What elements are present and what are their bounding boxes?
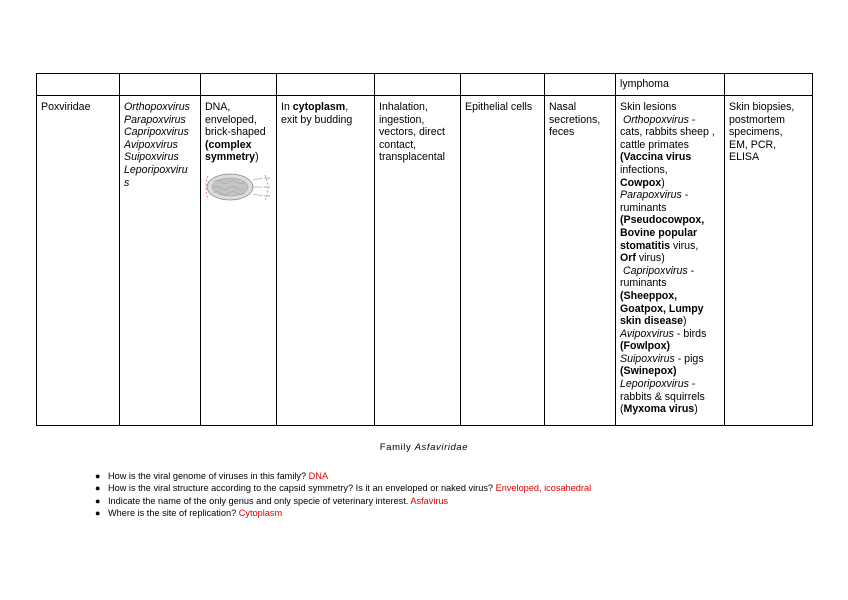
virus-name: stomatitis [620, 239, 671, 252]
question-item [95, 482, 591, 494]
paren: ( [620, 365, 624, 378]
answer-text: Enveloped, icosahedral [495, 483, 592, 494]
disease-line: rabbits & squirrels [620, 390, 705, 403]
table-cell [725, 74, 813, 96]
paren: ) [694, 403, 698, 416]
table-cell [37, 74, 120, 96]
question-item [95, 470, 591, 482]
bullet-icon: ● [95, 471, 101, 481]
transmission-text: ingestion, [379, 113, 425, 126]
virus-name: Cowpox [620, 176, 662, 189]
text: - [687, 264, 695, 277]
disease-line: (Pseudocowpox, [620, 214, 705, 227]
cytoplasm-word: cytoplasm [292, 101, 346, 113]
bullet-icon: ● [95, 508, 101, 519]
disease-line [620, 240, 721, 253]
question-text: Indicate the name of the only genus and only specie of veterinary interest. [108, 495, 411, 506]
paren: ( [205, 138, 209, 151]
diagnosis-text: specimens, [729, 126, 783, 139]
replication-site [281, 101, 371, 114]
genus: Capripoxvirus [622, 264, 688, 277]
disease-line [620, 328, 721, 341]
disease-cell [616, 96, 725, 426]
text: - [681, 189, 689, 202]
virus-name: Vaccina virus [623, 151, 692, 164]
transmission-text: contact, [379, 138, 417, 151]
table-cell [120, 74, 201, 96]
disease-line: cats, rabbits sheep , [620, 126, 715, 139]
table-cell [277, 74, 375, 96]
structure-cell [201, 96, 277, 426]
disease-line: Skin lesions [620, 101, 677, 113]
bullet-icon: ● [95, 495, 101, 506]
paren: ) [666, 340, 671, 353]
structure-text: brick-shaped [205, 126, 266, 139]
disease-line: cattle primates [620, 138, 689, 151]
shedding-text: secretions, [549, 113, 601, 126]
transmission-cell [375, 96, 461, 426]
replication-exit: exit by budding [281, 113, 353, 126]
virus-name: Orf [620, 252, 636, 265]
genus-name-wrap: s [124, 176, 130, 189]
caption-family-name: Asfaviridae [414, 442, 469, 453]
genus-name: Orthopoxvirus [124, 101, 190, 113]
genera-cell [120, 96, 201, 426]
text: ) [661, 176, 665, 189]
poxviridae-table [36, 73, 813, 426]
disease-line [620, 114, 721, 127]
poxvirus-virion-illustration [205, 168, 273, 208]
disease-line: infections, [620, 163, 668, 176]
table-cell-lymphoma: lymphoma [616, 74, 725, 96]
diagnosis-text: ELISA [729, 151, 760, 164]
symmetry-word: complex [208, 138, 252, 151]
disease-line [620, 365, 721, 378]
transmission-text: transplacental [379, 151, 445, 164]
diagnosis-cell [725, 96, 813, 426]
disease-line [620, 151, 721, 164]
question-text: How is the viral genome of viruses in this family? [108, 471, 309, 481]
paren: ) [672, 365, 677, 378]
text: In [281, 101, 293, 113]
target-text: Epithelial cells [465, 101, 533, 113]
genus-name: Suipoxvirus [124, 151, 179, 164]
disease-line [620, 189, 721, 202]
shedding-text: Nasal [549, 101, 577, 113]
disease-line [620, 378, 721, 391]
genus: Parapoxvirus [620, 189, 682, 202]
disease-line [620, 265, 721, 278]
virus-name: skin disease [620, 315, 684, 328]
question-item [95, 495, 591, 507]
answer-text: Asfavirus [410, 495, 449, 506]
table-cell [461, 74, 545, 96]
question-item [95, 507, 591, 519]
disease-line: ruminants [620, 277, 667, 290]
table-cell [375, 74, 461, 96]
text: virus) [635, 252, 665, 265]
disease-line: ruminants [620, 201, 667, 214]
replication-cell [277, 96, 375, 426]
diagnosis-text: Skin biopsies, [729, 101, 795, 113]
disease-line [620, 315, 721, 328]
text: ) [683, 315, 687, 328]
virus-name: Fowlpox [623, 340, 667, 353]
structure-symmetry [205, 139, 273, 152]
genus: Suipoxvirus [620, 352, 675, 365]
table-cell [545, 74, 616, 96]
genus-name: Avipoxvirus [124, 138, 178, 151]
section-caption [0, 442, 848, 453]
disease-line [620, 177, 721, 190]
answer-text: Cytoplasm [238, 508, 283, 519]
genus: Avipoxvirus [620, 327, 674, 340]
text: - [688, 113, 696, 126]
table-row-previous [37, 74, 813, 96]
paren: ( [620, 403, 624, 416]
paren: ) [255, 151, 259, 164]
genus-name: Capripoxvirus [124, 126, 189, 139]
genus: Leporipoxvirus [620, 378, 689, 391]
paren: ( [620, 340, 624, 353]
structure-symmetry-2 [205, 151, 273, 164]
diagnosis-text: postmortem [729, 113, 785, 126]
structure-text: DNA, [205, 101, 231, 113]
disease-line [620, 353, 721, 366]
table-cell [201, 74, 277, 96]
question-list [95, 470, 591, 520]
caption-prefix: Family [379, 442, 415, 453]
transmission-text: vectors, direct [379, 126, 445, 139]
shedding-text: feces [549, 126, 575, 139]
text: virus, [670, 239, 699, 252]
target-cell [461, 96, 545, 426]
disease-line [620, 252, 721, 265]
genus-name: Leporipoxviru [124, 163, 188, 176]
question-text: Where is the site of replication? [108, 508, 239, 519]
table-row-poxviridae [37, 96, 813, 426]
structure-text: enveloped, [205, 113, 257, 126]
text: , [345, 101, 349, 113]
family-cell [37, 96, 120, 426]
disease-line [620, 340, 721, 353]
shedding-cell [545, 96, 616, 426]
transmission-text: Inhalation, [379, 101, 428, 113]
disease-line: (Sheeppox, [620, 289, 678, 302]
paren: ( [620, 151, 624, 164]
symmetry-word: symmetry [205, 151, 256, 164]
disease-line: Bovine popular [620, 226, 698, 239]
disease-line [620, 403, 721, 416]
text: - birds [673, 327, 707, 340]
diagnosis-text: EM, PCR, [729, 138, 777, 151]
genus: Orthopoxvirus [622, 113, 689, 126]
bullet-icon: ● [95, 483, 101, 494]
disease-line: Goatpox, Lumpy [620, 302, 704, 315]
family-name: Poxviridae [41, 101, 91, 113]
virus-name: Swinepox [623, 365, 673, 378]
text: - [688, 378, 696, 391]
answer-text: DNA [308, 471, 329, 481]
question-text: How is the viral structure according to the capsid symmetry? Is it an enveloped or naked virus? [108, 483, 496, 494]
text: - pigs [674, 352, 704, 365]
virus-name: Myxoma virus [623, 403, 695, 416]
genus-name: Parapoxvirus [124, 113, 186, 126]
